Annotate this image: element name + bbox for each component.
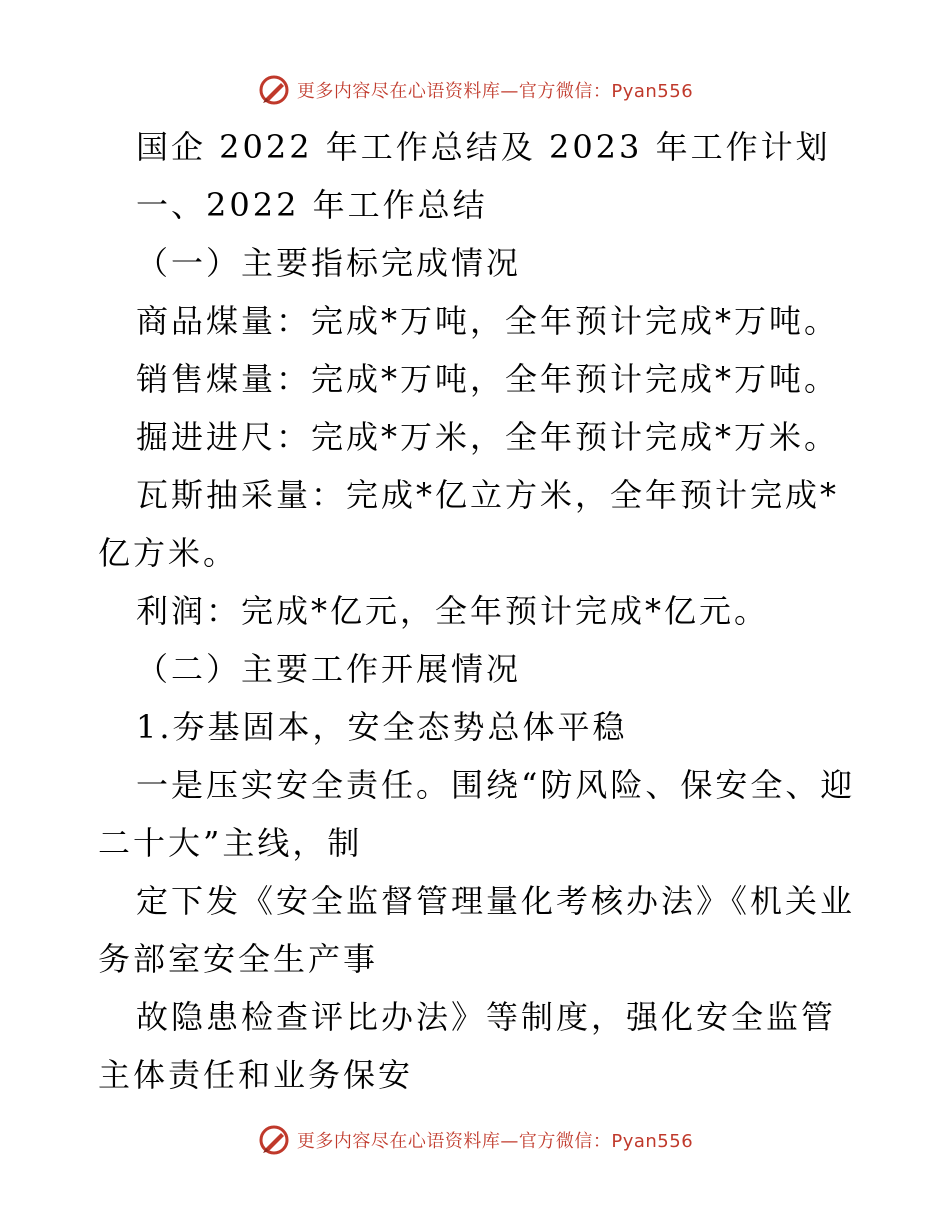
body-paragraph: 故隐患检查评比办法》等制度，强化安全监管主体责任和业务保安 [98, 998, 837, 1094]
body-paragraph: 定下发《安全监督管理量化考核办法》《机关业务部室安全生产事 [98, 882, 856, 978]
indicator-line: 商品煤量：完成*万吨，全年预计完成*万吨。 [136, 302, 840, 340]
indicator-line: 瓦斯抽采量：完成*亿立方米，全年预计完成*亿方米。 [98, 476, 840, 572]
body-paragraph: 一是压实安全责任。围绕“防风险、保安全、迎二十大”主线，制 [98, 766, 856, 862]
document-body [98, 118, 858, 1104]
watermark-text: 更多内容尽在心语资料库—官方微信：Pyan556 [296, 1131, 694, 1152]
section-heading: 一、2022 年工作总结 [136, 186, 488, 224]
indicator-line: 利润：完成*亿元，全年预计完成*亿元。 [136, 592, 770, 630]
item-heading: 1.夯基固本，安全态势总体平稳 [136, 708, 628, 746]
document-title: 国企 2022 年工作总结及 2023 年工作计划 [136, 128, 831, 166]
subsection-heading: （一）主要指标完成情况 [136, 244, 522, 282]
pen-logo-icon [257, 73, 291, 107]
indicator-line: 掘进进尺：完成*万米，全年预计完成*万米。 [136, 418, 840, 456]
pen-logo-icon [257, 1123, 291, 1157]
watermark-text: 更多内容尽在心语资料库—官方微信：Pyan556 [296, 81, 694, 102]
indicator-line: 销售煤量：完成*万吨，全年预计完成*万吨。 [136, 360, 840, 398]
watermark-footer [0, 1120, 950, 1160]
subsection-heading: （二）主要工作开展情况 [136, 650, 522, 688]
watermark-header [0, 70, 950, 110]
